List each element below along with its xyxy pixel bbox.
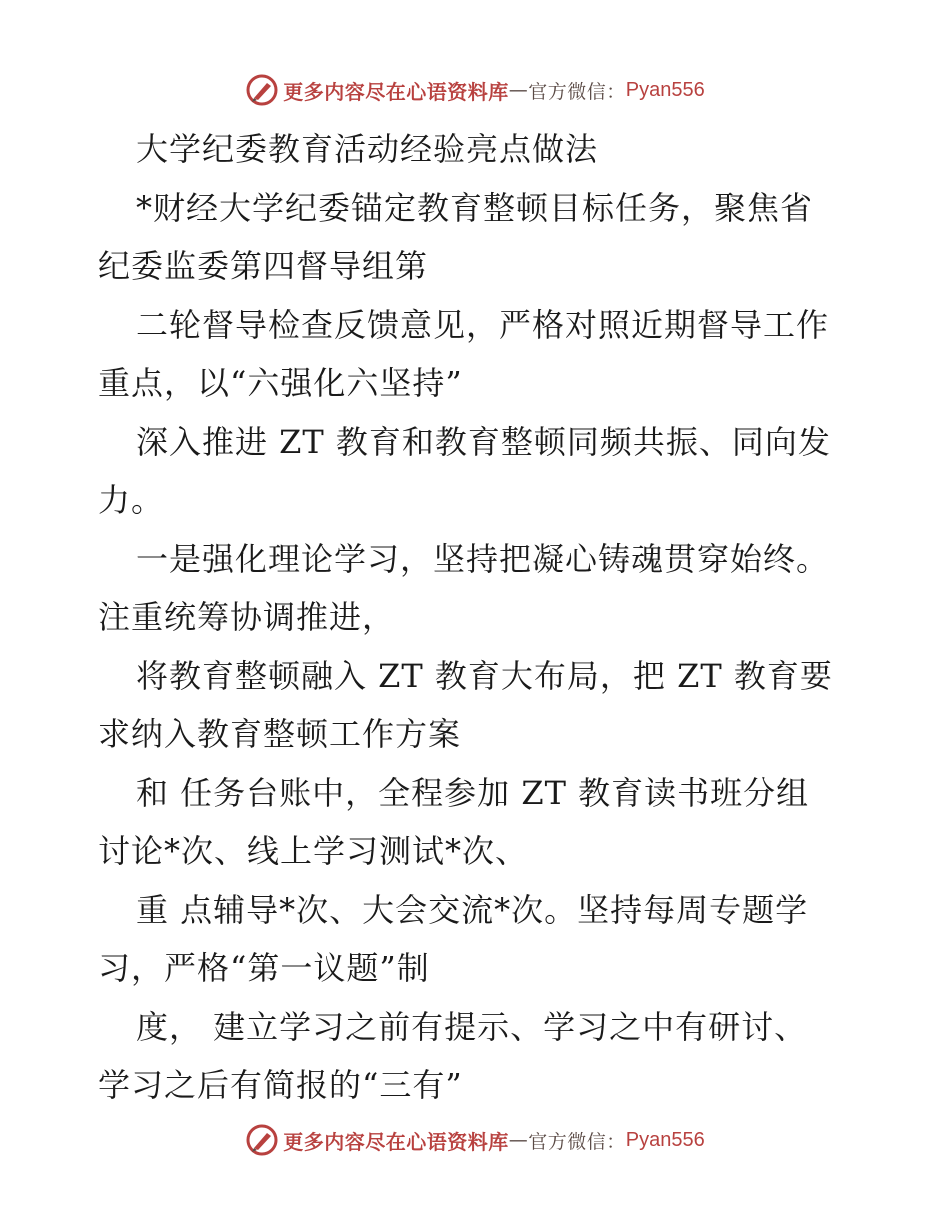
watermark-wechat-label: 官方微信： xyxy=(528,1130,626,1153)
watermark-wechat-id: Pyan556 xyxy=(625,78,705,101)
document-line: 讨论*次、线上学习测试*次、 xyxy=(98,832,529,870)
document-line: 将教育整顿融入 ZT 教育大布局，把 ZT 教育要 xyxy=(136,656,833,695)
document-line: 深入推进 ZT 教育和教育整顿同频共振、同向发 xyxy=(136,422,831,461)
watermark-banner-top xyxy=(0,70,950,110)
watermark-banner-bottom xyxy=(0,1120,950,1160)
document-line: 注重统筹协调推进， xyxy=(98,598,396,636)
document-line: *财经大学纪委锚定教育整顿目标任务，聚焦省 xyxy=(136,188,814,227)
document-body xyxy=(98,120,858,1115)
watermark-main-text: 更多内容尽在心语资料库 xyxy=(283,1129,509,1154)
watermark-separator: — xyxy=(508,79,529,101)
pen-logo-icon xyxy=(245,1123,279,1157)
document-line: 和 任务台账中，全程参加 ZT 教育读书班分组 xyxy=(136,773,810,812)
document-line: 习，严格“第一议题”制 xyxy=(98,949,430,987)
watermark-main-text: 更多内容尽在心语资料库 xyxy=(283,79,509,104)
document-line: 大学纪委教育活动经验亮点做法 xyxy=(136,130,599,168)
watermark-wechat-id: Pyan556 xyxy=(625,1128,705,1151)
document-line: 一是强化理论学习，坚持把凝心铸魂贯穿始终。 xyxy=(136,539,830,578)
watermark-separator: — xyxy=(508,1129,529,1151)
document-line: 力。 xyxy=(98,481,165,519)
document-line: 二轮督导检查反馈意见，严格对照近期督导工作 xyxy=(136,305,830,344)
document-line: 重 点辅导*次、大会交流*次。坚持每周专题学 xyxy=(136,890,809,929)
document-line: 度， 建立学习之前有提示、学习之中有研讨、 xyxy=(136,1007,808,1046)
watermark-wechat-label: 官方微信： xyxy=(528,80,626,103)
document-line: 学习之后有简报的“三有” xyxy=(98,1066,463,1104)
document-line: 求纳入教育整顿工作方案 xyxy=(98,715,462,753)
document-line: 重点，以“六强化六坚持” xyxy=(98,364,463,402)
document-line: 纪委监委第四督导组第 xyxy=(98,247,429,285)
pen-logo-icon xyxy=(245,73,279,107)
